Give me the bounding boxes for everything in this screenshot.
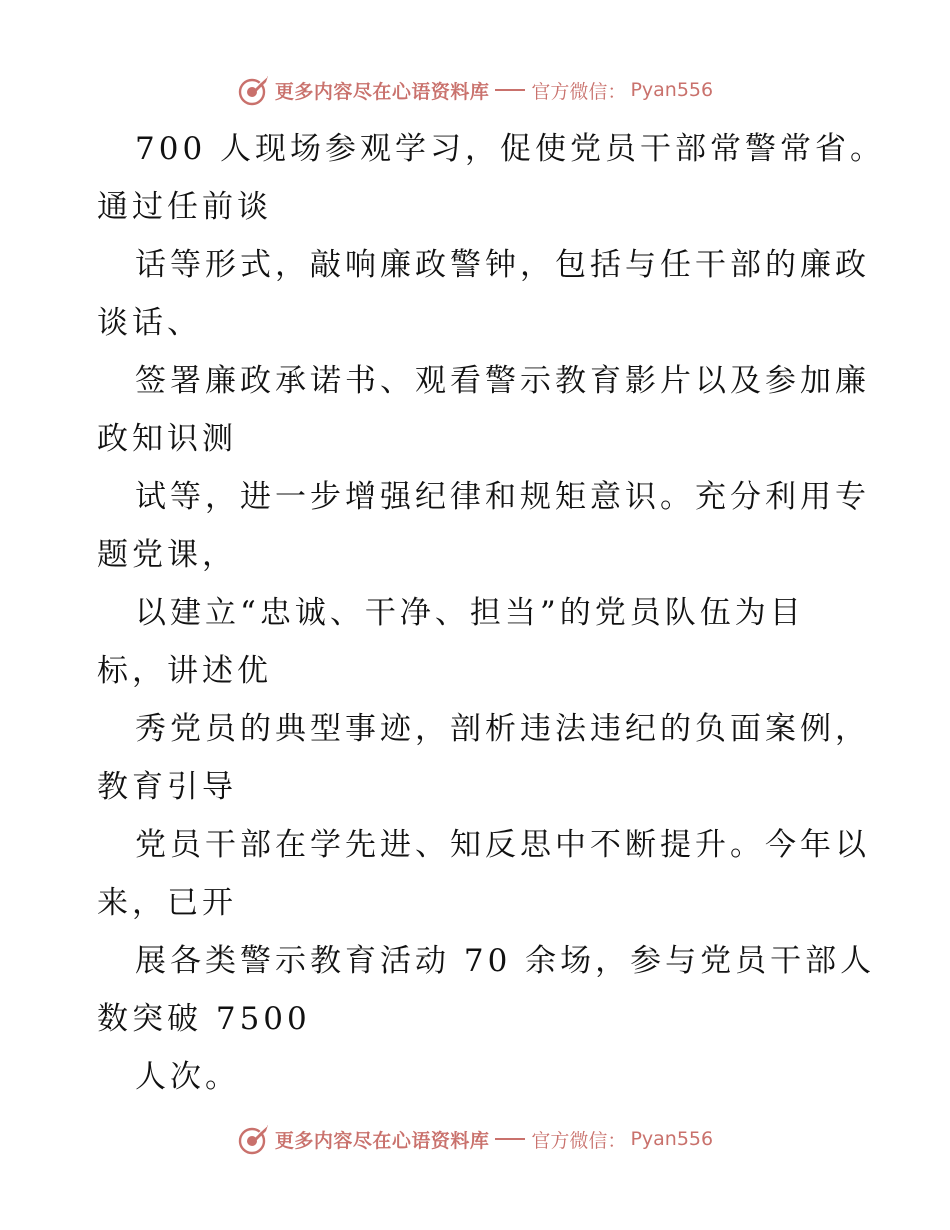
text-line: 政知识测 [97,421,237,457]
quill-pen-logo-icon [237,1122,271,1156]
text-line: 数突破 7500 [97,1001,311,1037]
watermark-brand-text: 更多内容尽在心语资料库 [274,1129,490,1152]
text-line: 谈话、 [97,305,202,341]
text-line: 人次。 [135,1059,240,1095]
text-line: 秀党员的典型事迹，剖析违法违纪的负面案例， [135,711,870,747]
watermark-dash [495,89,525,91]
text-line: 试等，进一步增强纪律和规矩意识。充分利用专 [135,479,870,515]
text-line: 标，讲述优 [97,653,272,689]
text-line: 签署廉政承诺书、观看警示教育影片以及参加廉 [135,363,870,399]
watermark-contact-label: 官方微信： [531,80,627,103]
watermark-dash [495,1138,525,1140]
text-line: 来，已开 [97,885,237,921]
text-line: 展各类警示教育活动 70 余场，参与党员干部人 [135,943,876,979]
quill-pen-logo-icon [237,73,271,107]
text-line: 以建立“忠诚、干净、担当”的党员队伍为目 [135,595,805,631]
watermark-brand-text: 更多内容尽在心语资料库 [274,80,490,103]
text-line: 党员干部在学先进、知反思中不断提升。今年以 [135,827,870,863]
text-line: 教育引导 [97,769,237,805]
watermark-contact-label: 官方微信： [531,1129,627,1152]
text-line: 通过任前谈 [97,189,272,225]
header-watermark [0,72,950,108]
text-line: 话等形式，敲响廉政警钟，包括与任干部的廉政 [135,247,870,283]
text-line: 700 人现场参观学习，促使党员干部常警常省。 [135,131,886,167]
watermark-contact-id: Pyan556 [630,1128,714,1150]
footer-watermark [0,1121,950,1157]
watermark-contact-id: Pyan556 [630,79,714,101]
text-line: 题党课， [97,537,237,573]
